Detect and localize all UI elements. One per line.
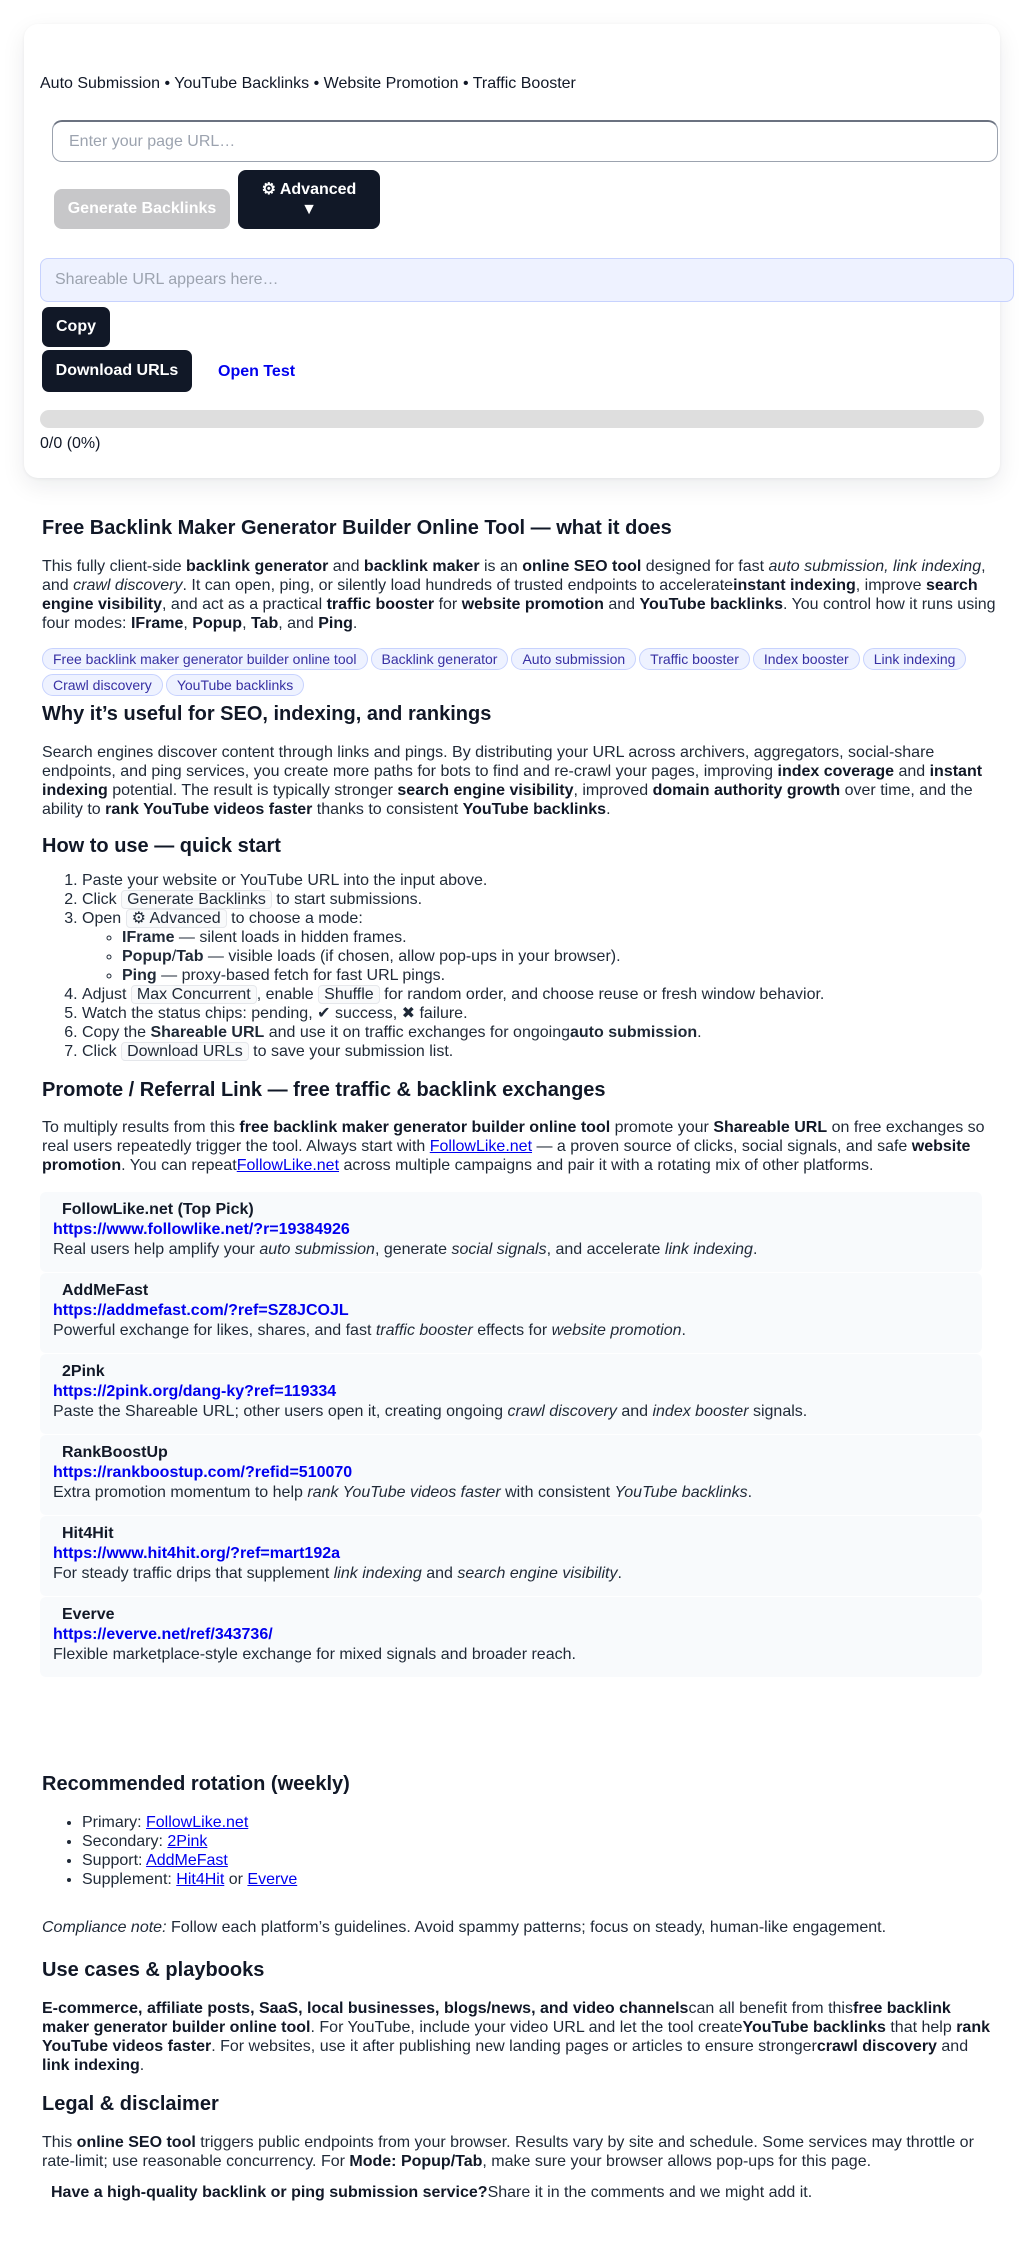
promo-name: Everve: [62, 1606, 115, 1623]
promo-desc: Real users help amplify your auto submission, generate social signals, and accelerate link indexing.: [53, 1241, 758, 1258]
open-test-link[interactable]: Open Test: [218, 363, 296, 380]
rotation-support: • Support: AddMeFast: [82, 1851, 1002, 1870]
copy-button[interactable]: Copy: [42, 307, 110, 347]
rotation-list: [42, 1813, 1002, 1889]
promo-link[interactable]: https://www.hit4hit.org/?ref=mart192a: [53, 1545, 341, 1562]
promo-link[interactable]: https://rankboostup.com/?refid=510070: [53, 1464, 353, 1481]
promo-name: AddMeFast: [62, 1282, 149, 1299]
advanced-label: ⚙ Advanced: [261, 180, 357, 198]
step-3: 3. Open ⚙ Advanced to choose a mode: ◦ IFrame — silent loads in hidden frames. ◦ Popup/Tab — visible loads (if chosen, allow pop-ups in your browser). ◦ Ping — proxy-based fetch for fast URL pings.: [82, 909, 1002, 985]
keyword-chip: Index booster: [753, 648, 860, 670]
promo-item: [40, 1273, 982, 1353]
promote-paragraph: To multiply results from this free backlink maker generator builder online tool promote your Shareable URL on free exchanges so real users repeatedly trigger the tool. Always start with FollowLike.net — a proven source of clicks, social signals, and safe website promotion. You can repeatFollowLike.net across multiple campaigns and pair it with a rotating mix of other platforms.: [42, 1119, 985, 1174]
addmefast-link[interactable]: AddMeFast: [146, 1852, 228, 1869]
keyword-chips: [42, 648, 1002, 700]
mode-iframe: ◦ IFrame — silent loads in hidden frames.: [122, 928, 1002, 947]
hit4hit-link[interactable]: Hit4Hit: [176, 1871, 225, 1888]
step-7: 7. Click Download URLs to save your submission list.: [82, 1042, 1002, 1061]
about-heading: Free Backlink Maker Generator Builder Online Tool — what it does: [42, 517, 672, 539]
step-6: 6. Copy the Shareable URL and use it on traffic exchanges for ongoingauto submission.: [82, 1023, 1002, 1042]
shareable-url-field[interactable]: [40, 258, 1014, 302]
step-5: 5. Watch the status chips: pending, ✔ success, ✖ failure.: [82, 1004, 1002, 1023]
promote-heading: Promote / Referral Link — free traffic & backlink exchanges: [42, 1079, 606, 1101]
keyword-chip: Backlink generator: [371, 648, 509, 670]
legal-heading: Legal & disclaimer: [42, 2093, 219, 2115]
promo-item: [40, 1192, 982, 1272]
rotation-supplement: • Supplement: Hit4Hit or Everve: [82, 1870, 1002, 1889]
howto-heading: How to use — quick start: [42, 835, 281, 857]
followlike-link[interactable]: FollowLike.net: [429, 1138, 533, 1155]
generate-backlinks-button[interactable]: Generate Backlinks: [54, 189, 230, 229]
keyword-chip: Crawl discovery: [42, 674, 163, 696]
rotation-primary: • Primary: FollowLike.net: [82, 1813, 1002, 1832]
mode-popup-tab: ◦ Popup/Tab — visible loads (if chosen, allow pop-ups in your browser).: [122, 947, 1002, 966]
keyword-chip: Auto submission: [511, 648, 636, 670]
keyword-chip: Traffic booster: [639, 648, 750, 670]
followlike-link[interactable]: FollowLike.net: [146, 1814, 249, 1831]
promo-name: RankBoostUp: [62, 1444, 168, 1461]
promo-link[interactable]: https://everve.net/ref/343736/: [53, 1626, 273, 1643]
followlike-link[interactable]: FollowLike.net: [236, 1157, 340, 1174]
promo-link[interactable]: https://2pink.org/dang-ky?ref=119334: [53, 1383, 337, 1400]
max-concurrent-kbd: Max Concurrent: [131, 985, 257, 1004]
promo-item: [40, 1597, 982, 1677]
rotation-heading: Recommended rotation (weekly): [42, 1773, 350, 1795]
promo-item: [40, 1435, 982, 1515]
promo-desc: For steady traffic drips that supplement link indexing and search engine visibility.: [53, 1565, 622, 1582]
promo-desc: Powerful exchange for likes, shares, and fast traffic booster effects for website promotion.: [53, 1322, 686, 1339]
generate-backlinks-kbd: Generate Backlinks: [121, 890, 272, 909]
legal-paragraph: This online SEO tool triggers public endpoints from your browser. Results vary by site and schedule. Some services may throttle or rate-limit; use reasonable concurrency. For Mode: Popup/Tab, make sure your browser allows pop-ups for this page.: [42, 2134, 974, 2170]
about-paragraph: This fully client-side backlink generator and backlink maker is an online SEO tool designed for fast auto submission, link indexing, and crawl discovery. It can open, ping, or silently load hundreds of trusted endpoints to accelerateinstant indexing, improve search engine visibility, and act as a practical traffic booster for website promotion and YouTube backlinks. You control how it runs using four modes: IFrame, Popup, Tab, and Ping.: [42, 558, 996, 632]
howto-steps: [42, 871, 1002, 1061]
why-heading: Why it’s useful for SEO, indexing, and rankings: [42, 703, 492, 725]
promo-desc: Flexible marketplace-style exchange for mixed signals and broader reach.: [53, 1646, 576, 1663]
promo-link[interactable]: https://addmefast.com/?ref=SZ8JCOJL: [53, 1302, 349, 1319]
promo-desc: Extra promotion momentum to help rank YouTube videos faster with consistent YouTube backlinks.: [53, 1484, 753, 1501]
progress-bar: [40, 410, 984, 428]
promo-name: FollowLike.net (Top Pick): [62, 1201, 254, 1218]
download-urls-kbd: Download URLs: [121, 1042, 249, 1061]
keyword-chip: Free backlink maker generator builder online tool: [42, 648, 368, 670]
keyword-chip: Link indexing: [863, 648, 967, 670]
usecases-paragraph: E-commerce, affiliate posts, SaaS, local businesses, blogs/news, and video channelscan all benefit from thisfree backlink maker generator builder online tool. For YouTube, include your video URL and let the tool createYouTube backlinks that help rank YouTube videos faster. For websites, use it after publishing new landing pages or articles to ensure strongercrawl discovery and link indexing.: [42, 2000, 990, 2074]
step-1: 1. Paste your website or YouTube URL into the input above.: [82, 871, 1002, 890]
promo-name: 2Pink: [62, 1363, 105, 1380]
promo-name: Hit4Hit: [62, 1525, 114, 1542]
usecases-heading: Use cases & playbooks: [42, 1959, 265, 1981]
step-4: 4. Adjust Max Concurrent , enable Shuffle for random order, and choose reuse or fresh window behavior.: [82, 985, 1002, 1004]
step-2: 2. Click Generate Backlinks to start submissions.: [82, 890, 1002, 909]
keyword-chip: YouTube backlinks: [166, 674, 304, 696]
why-paragraph: Search engines discover content through links and pings. By distributing your URL across archivers, aggregators, social-share endpoints, and ping services, you create more paths for bots to find and re-crawl your pages, improving index coverage and instant indexing potential. The result is typically stronger search engine visibility, improved domain authority growth over time, and the ability to rank YouTube videos faster thanks to consistent YouTube backlinks.: [42, 744, 983, 818]
legal-cta: Have a high-quality backlink or ping submission service?Share it in the comments and we might add it.: [51, 2184, 813, 2201]
chevron-down-icon: ▼: [301, 200, 317, 218]
progress-text: 0/0 (0%): [40, 435, 101, 452]
tool-tagline: Auto Submission • YouTube Backlinks • Website Promotion • Traffic Booster: [40, 75, 576, 92]
shuffle-kbd: Shuffle: [318, 985, 380, 1004]
rotation-secondary: • Secondary: 2Pink: [82, 1832, 1002, 1851]
everve-link[interactable]: Everve: [247, 1871, 298, 1888]
promo-item: [40, 1516, 982, 1596]
promo-desc: Paste the Shareable URL; other users open it, creating ongoing crawl discovery and index booster signals.: [53, 1403, 808, 1420]
promo-link[interactable]: https://www.followlike.net/?r=19384926: [53, 1221, 350, 1238]
compliance-note: Compliance note: Follow each platform’s guidelines. Avoid spammy patterns; focus on steady, human-like engagement.: [42, 1919, 887, 1936]
mode-ping: ◦ Ping — proxy-based fetch for fast URL pings.: [122, 966, 1002, 985]
advanced-kbd: ⚙ Advanced: [126, 909, 227, 928]
page-url-input[interactable]: [52, 120, 998, 162]
2pink-link[interactable]: 2Pink: [167, 1833, 208, 1850]
promo-item: [40, 1354, 982, 1434]
advanced-button[interactable]: [238, 170, 380, 229]
download-urls-button[interactable]: Download URLs: [42, 350, 192, 392]
